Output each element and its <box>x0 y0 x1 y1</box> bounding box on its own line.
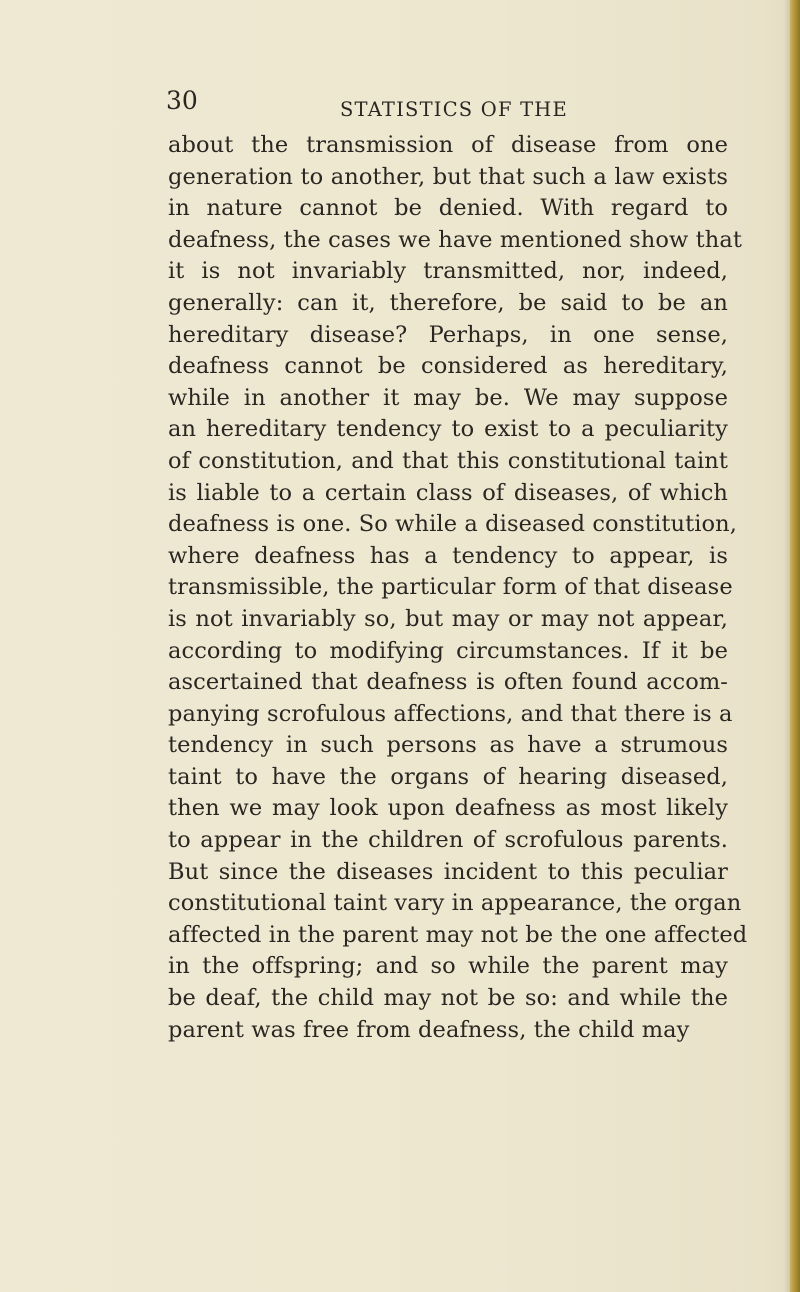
text-line: where deafness has a tendency to appear, is <box>168 542 728 569</box>
text-line: in nature cannot be denied. With regard to <box>168 195 728 222</box>
text-line: of constitution, and that this constitutional taint <box>168 447 728 474</box>
text-line: while in another it may be. We may suppose <box>168 384 728 411</box>
text-line: deafness is one. So while a diseased constitution, <box>168 511 738 538</box>
text-line: transmissible, the particular form of that disease <box>168 574 733 601</box>
text-line: is not invariably so, but may or may not appear, <box>168 605 728 632</box>
text-line: tendency in such persons as have a strumous <box>168 732 728 759</box>
text-line: taint to have the organs of hearing diseased, <box>168 763 728 790</box>
text-line: to appear in the children of scrofulous parents. <box>168 827 728 854</box>
text-line: generally: can it, therefore, be said to be an <box>168 289 728 316</box>
text-line: in the offspring; and so while the parent may <box>168 953 728 980</box>
text-line: generation to another, but that such a law exists <box>168 163 728 190</box>
text-line: be deaf, the child may not be so: and while the <box>168 985 728 1012</box>
running-head: STATISTICS OF THE <box>340 98 568 121</box>
text-line: according to modifying circumstances. If it be <box>168 637 728 664</box>
text-line: hereditary disease? Perhaps, in one sense, <box>168 321 728 348</box>
page-number: 30 <box>166 86 198 115</box>
body-text <box>168 130 748 1046</box>
text-line: panying scrofulous affections, and that there is a <box>168 700 733 727</box>
text-line: is liable to a certain class of diseases, of which <box>168 479 728 506</box>
text-line: it is not invariably transmitted, nor, indeed, <box>168 258 728 285</box>
text-line: ascertained that deafness is often found accom- <box>168 669 728 696</box>
text-line: parent was free from deafness, the child may <box>168 1016 690 1043</box>
text-line: deafness, the cases we have mentioned show that <box>168 226 743 253</box>
text-line: affected in the parent may not be the one affected <box>168 921 748 948</box>
page-edge-strip <box>790 0 800 1292</box>
text-line: then we may look upon deafness as most likely <box>168 795 728 822</box>
text-line: constitutional taint vary in appearance, the organ <box>168 890 742 917</box>
text-line: deafness cannot be considered as hereditary, <box>168 353 728 380</box>
text-line: But since the diseases incident to this peculiar <box>168 858 728 885</box>
text-line: about the transmission of disease from one <box>168 132 728 158</box>
text-line: an hereditary tendency to exist to a peculiarity <box>168 416 728 443</box>
